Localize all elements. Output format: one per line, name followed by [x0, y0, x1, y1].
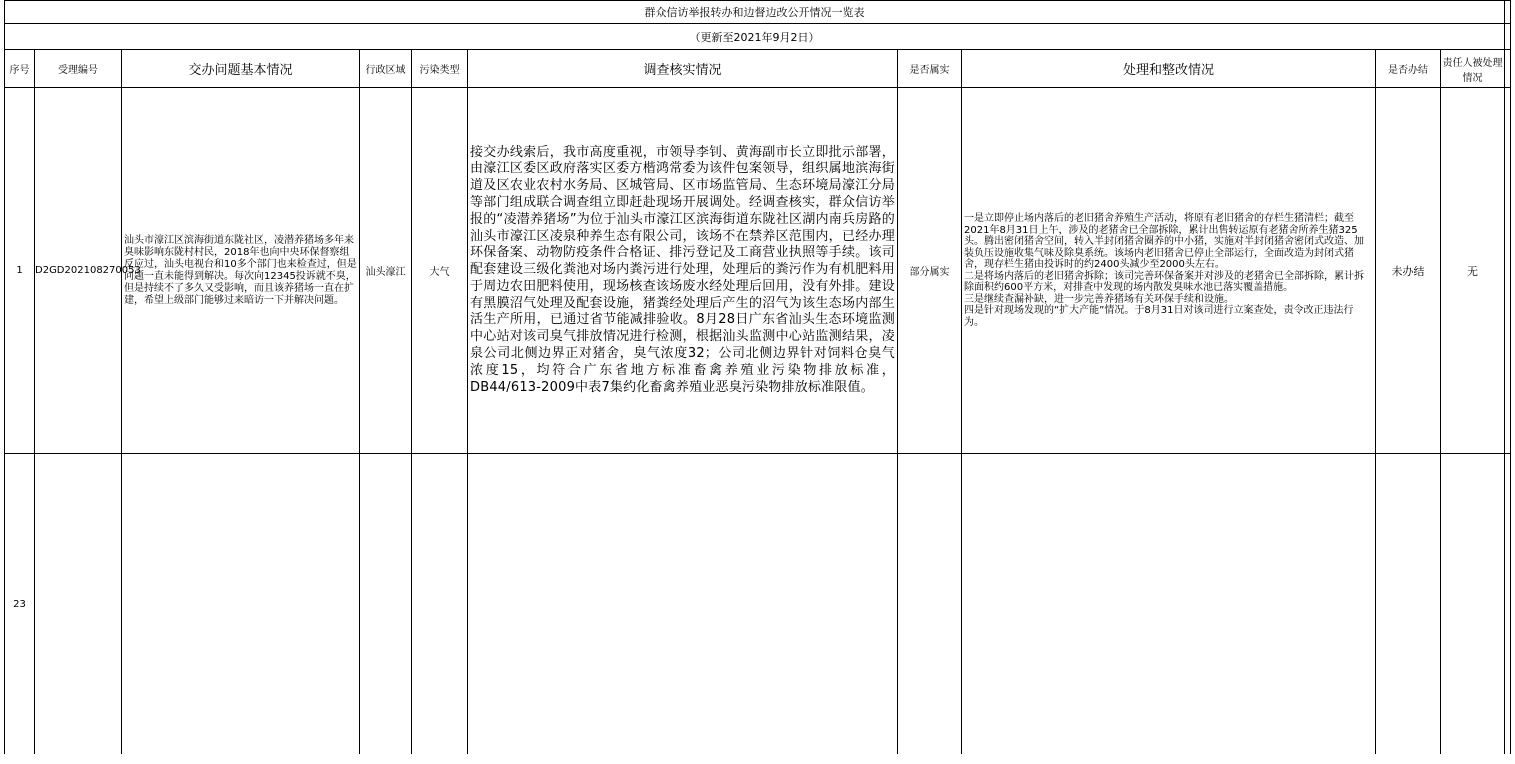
cell-investigation[interactable]	[468, 454, 898, 755]
cell-region[interactable]: 汕头濠江	[360, 88, 412, 454]
cell-accountability[interactable]: 无	[1441, 88, 1505, 454]
handling-item: 一是立即停止场内落后的老旧猪舍养殖生产活动，将原有老旧猪舍的存栏生猪清栏；截至2021年8月31日上午，涉及的老猪舍已全部拆除，累计出售转运原有老猪舍所养生猪325头。腾出密闭猪舍空间，转入半封闭猪舍圈养的中小猪，实施对半封闭猪舍密闭式改造、加装负压设施收集气味及除臭系统。该场内老旧猪舍已停止全部运行，全面改造为封闭式猪舍，现存栏生猪由投诉时的约2400头减少至2000头左右。	[964, 213, 1364, 270]
cell-issue[interactable]: 汕头市濠江区滨海街道东陇社区，凌潜养猪场多年来臭味影响东陇村村民，2018年也向中央环保督察组反应过，汕头电视台和10多个部门也来检查过，但是问题一直未能得到解决。每次向12345投诉就不臭，但是持续不了多久又受影响，而且该养猪场一直在扩建，希望上级部门能够过来暗访一下并解决问题。	[122, 88, 360, 454]
margin-cell	[1505, 1, 1511, 24]
header-pollution[interactable]: 污染类型	[412, 50, 468, 88]
header-row	[5, 50, 1511, 88]
cell-seq[interactable]: 1	[5, 88, 35, 454]
header-verified[interactable]: 是否属实	[898, 50, 962, 88]
cell-closed[interactable]: 未办结	[1376, 88, 1441, 454]
table-subtitle: （更新至2021年9月2日）	[5, 24, 1505, 50]
cell-investigation[interactable]: 接交办线索后，我市高度重视，市领导李钊、黄海副市长立即批示部署，由濠江区委区政府落实区委方楷鸿常委为该件包案领导，组织属地滨海街道及区农业农村水务局、区城管局、区市场监管局、生态环境局濠江分局等部门组成联合调查组立即赶赴现场开展调处。经调查核实，群众信访举报的“凌潜养猪场”为位于汕头市濠江区滨海街道东陇社区湖内南兵房路的汕头市濠江区凌泉种养生态有限公司，该场不在禁养区范围内，已经办理环保备案、动物防疫条件合格证、排污登记及工商营业执照等手续。该司配套建设三级化粪池对场内粪污进行处理，处理后的粪污作为有机肥料用于周边农田肥料使用，现场核查该场废水经处理后回用，没有外排。建设有黑膜沼气处理及配套设施，猪粪经处理后产生的沼气为该生态场内部生活生产所用，已通过省节能减排验收。8月28日广东省汕头生态环境监测中心站对该司臭气排放情况进行检测，根据汕头监测中心站监测结果，凌泉公司北侧边界正对猪舍，臭气浓度32；公司北侧边界针对饲料仓臭气浓度15，均符合广东省地方标准畜禽养殖业污染物排放标准，DB44/613-2009中表7集约化畜禽养殖业恶臭污染物排放标准限值。	[468, 88, 898, 454]
cell-pollution[interactable]: 大气	[412, 88, 468, 454]
handling-item: 三是继续查漏补缺，进一步完善养猪场有关环保手续和设施。	[964, 293, 1234, 305]
margin-cell	[1505, 50, 1511, 88]
margin-cell	[1505, 24, 1511, 50]
header-accountability[interactable]: 责任人被处理情况	[1441, 50, 1505, 88]
cell-handling[interactable]	[962, 454, 1376, 755]
cell-pollution[interactable]	[412, 454, 468, 755]
cell-verified[interactable]: 部分属实	[898, 88, 962, 454]
table-row	[5, 88, 1511, 454]
handling-item: 二是将场内落后的老旧猪舍拆除；该司完善环保备案并对涉及的老猪舍已全部拆除，累计拆除面积约600平方米，对排查中发现的场内散发臭味水池已落实覆盖措施。	[964, 270, 1364, 293]
cell-accountability[interactable]	[1441, 454, 1505, 755]
cell-handling[interactable]	[962, 88, 1376, 454]
cell-accept-no[interactable]: D2GD202108270053	[35, 88, 122, 454]
table-row	[5, 454, 1511, 755]
handling-item: 四是针对现场发现的“扩大产能”情况。于8月31日对该司进行立案查处，责令改正违法行为。	[964, 305, 1354, 328]
cell-seq[interactable]: 23	[5, 454, 35, 755]
cell-region[interactable]	[360, 454, 412, 755]
petition-table	[4, 0, 1511, 754]
cell-verified[interactable]	[898, 454, 962, 755]
header-region[interactable]: 行政区域	[360, 50, 412, 88]
header-accept-no[interactable]: 受理编号	[35, 50, 122, 88]
header-seq[interactable]: 序号	[5, 50, 35, 88]
margin-cell	[1505, 88, 1511, 454]
cell-closed[interactable]	[1376, 454, 1441, 755]
header-closed[interactable]: 是否办结	[1376, 50, 1441, 88]
table-title: 群众信访举报转办和边督边改公开情况一览表	[5, 1, 1505, 24]
header-investigation[interactable]: 调查核实情况	[468, 50, 898, 88]
header-issue[interactable]: 交办问题基本情况	[122, 50, 360, 88]
header-handling[interactable]: 处理和整改情况	[962, 50, 1376, 88]
cell-accept-no[interactable]	[35, 454, 122, 755]
margin-cell	[1505, 454, 1511, 755]
cell-issue[interactable]	[122, 454, 360, 755]
